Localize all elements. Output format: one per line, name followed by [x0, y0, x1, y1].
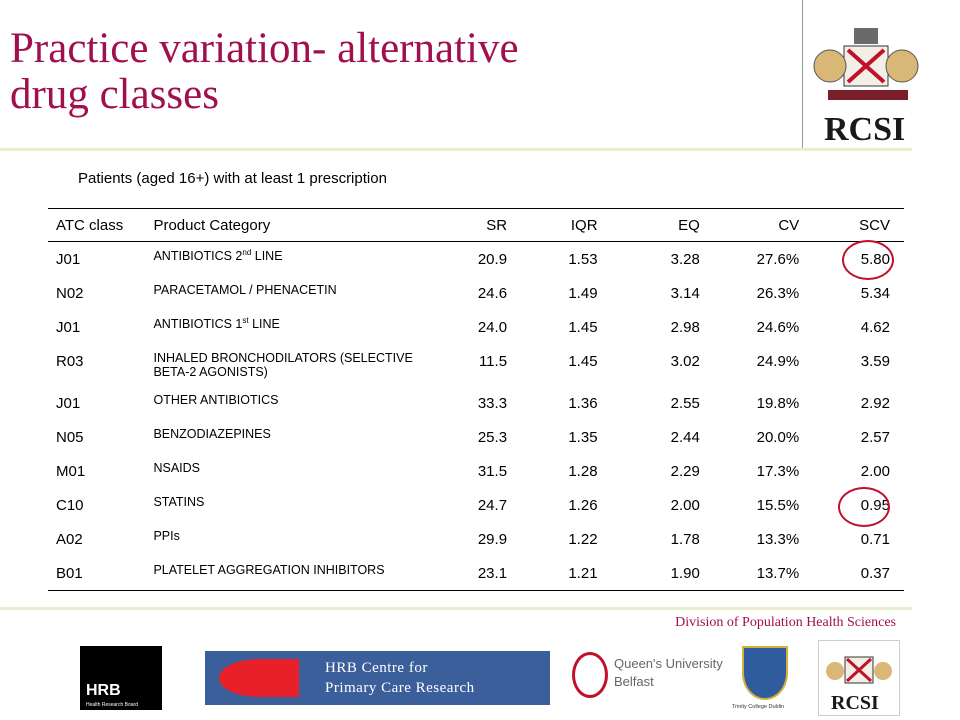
cell-sr: 24.0: [477, 319, 508, 336]
rcsi-crest-logo: [804, 0, 942, 148]
cell-iqr: 1.45: [568, 319, 598, 336]
rcsi-wordmark: RCSI: [824, 111, 906, 148]
table-row: [48, 454, 904, 488]
cell-atc: A02: [56, 531, 83, 548]
cell-atc: R03: [56, 353, 84, 370]
table-row: [48, 242, 904, 277]
variation-table: [48, 208, 904, 591]
cell-eq: 1.90: [612, 556, 714, 591]
table-row: [48, 420, 904, 454]
cell-iqr: 1.21: [521, 556, 612, 591]
cell-iqr: 1.28: [568, 463, 598, 480]
header-sr: SR: [427, 209, 521, 242]
cell-iqr: 1.45: [568, 353, 598, 370]
cell-category: STATINS: [153, 495, 205, 509]
qub-name-line-1: Queen's University: [614, 656, 723, 671]
header-eq: EQ: [612, 209, 714, 242]
cell-scv: 5.34: [860, 285, 890, 302]
highlight-circle-scv-statins: [838, 487, 890, 527]
hrb-centre-banner: [205, 651, 550, 705]
cell-sr: 33.3: [477, 395, 508, 412]
cell-scv: 5.80: [860, 251, 890, 268]
cell-cv: 19.8%: [756, 395, 800, 412]
cell-cv: 13.7%: [714, 556, 813, 591]
cell-iqr: 1.49: [568, 285, 598, 302]
cell-category: ANTIBIOTICS 1st LINE: [153, 315, 280, 331]
cell-cv: 24.9%: [756, 353, 800, 370]
cell-atc: J01: [56, 319, 81, 336]
header-divider: [802, 0, 803, 150]
title-line-1: Practice variation- alternative: [10, 25, 519, 72]
rcsi-footer-logo: [818, 640, 900, 716]
cell-iqr: 1.53: [568, 251, 598, 268]
header-cv: CV: [714, 209, 813, 242]
cell-cv: 27.6%: [756, 251, 800, 268]
cell-category: PARACETAMOL / PHENACETIN: [153, 283, 337, 297]
cell-category: PPIs: [153, 529, 180, 543]
hrb-subtitle: Health Research Board: [86, 702, 138, 708]
cell-eq: 1.78: [670, 531, 700, 548]
banner-red-shape: [219, 659, 299, 697]
cell-atc: M01: [56, 463, 86, 480]
queens-university-logo: [572, 652, 723, 704]
table-row: [48, 556, 904, 591]
table-row: [48, 386, 904, 420]
cell-eq: 2.00: [670, 497, 700, 514]
table-row: [48, 344, 904, 386]
cell-category: OTHER ANTIBIOTICS: [153, 393, 279, 407]
tcd-caption: Trinity College Dublin: [732, 704, 785, 710]
cell-category: ANTIBIOTICS 2nd LINE: [153, 247, 283, 263]
table-row: [48, 310, 904, 344]
slide-title: [10, 26, 710, 118]
cell-eq: 3.14: [670, 285, 700, 302]
cell-sr: 23.1: [427, 556, 521, 591]
cell-cv: 15.5%: [756, 497, 800, 514]
cell-atc: B01: [48, 556, 145, 591]
cell-eq: 3.28: [670, 251, 700, 268]
cell-cv: 17.3%: [756, 463, 800, 480]
banner-line-1: HRB Centre for: [325, 660, 428, 676]
table-row: [48, 522, 904, 556]
cell-category: PLATELET AGGREGATION INHIBITORS: [145, 556, 427, 591]
table-row: [48, 276, 904, 310]
cell-atc: N02: [56, 285, 84, 302]
cell-atc: N05: [56, 429, 84, 446]
cell-scv: 0.37: [813, 556, 904, 591]
cell-iqr: 1.26: [568, 497, 598, 514]
cell-sr: 11.5: [478, 353, 508, 370]
header-scv: SCV: [813, 209, 904, 242]
cell-sr: 29.9: [477, 531, 508, 548]
top-rule: [0, 148, 912, 151]
cell-scv: 0.71: [860, 531, 890, 548]
cell-eq: 3.02: [670, 353, 700, 370]
qub-name-line-2: Belfast: [614, 674, 654, 689]
footer-division: Division of Population Health Sciences: [675, 615, 896, 630]
table-header-row: [48, 209, 904, 242]
cell-cv: 26.3%: [756, 285, 800, 302]
cell-scv: 4.62: [860, 319, 890, 336]
cell-sr: 24.6: [477, 285, 508, 302]
cell-scv: 2.57: [860, 429, 890, 446]
cell-atc: C10: [56, 497, 84, 514]
banner-line-2: Primary Care Research: [325, 680, 475, 696]
header-category: Product Category: [145, 209, 427, 242]
table-caption: Patients (aged 16+) with at least 1 prescription: [78, 170, 387, 187]
cell-cv: 20.0%: [756, 429, 800, 446]
cell-iqr: 1.22: [568, 531, 598, 548]
bottom-rule: [0, 607, 912, 610]
header-iqr: IQR: [521, 209, 612, 242]
cell-sr: 24.7: [477, 497, 508, 514]
trinity-college-logo: [732, 646, 796, 714]
cell-category: NSAIDS: [153, 461, 201, 475]
title-line-2: drug classes: [10, 71, 219, 118]
qub-q-icon: [572, 652, 608, 698]
cell-scv: 2.92: [860, 395, 890, 412]
cell-scv: 2.00: [860, 463, 890, 480]
cell-cv: 13.3%: [756, 531, 800, 548]
cell-sr: 31.5: [477, 463, 508, 480]
cell-category: INHALED BRONCHODILATORS (SELECTIVE BETA-2 AGONISTS): [153, 351, 413, 379]
cell-eq: 2.55: [670, 395, 700, 412]
cell-scv: 0.95: [860, 497, 890, 514]
cell-sr: 25.3: [477, 429, 508, 446]
cell-eq: 2.29: [670, 463, 700, 480]
cell-iqr: 1.35: [568, 429, 598, 446]
cell-cv: 24.6%: [756, 319, 800, 336]
highlight-circle-scv-max: [842, 240, 894, 280]
cell-atc: J01: [56, 395, 81, 412]
cell-sr: 20.9: [477, 251, 508, 268]
cell-scv: 3.59: [860, 353, 890, 370]
tcd-shield-icon: [742, 646, 788, 700]
header-atc: ATC class: [48, 209, 145, 242]
hrb-wordmark: HRB: [86, 682, 121, 699]
rcsi-footer-wordmark: RCSI: [831, 692, 879, 714]
cell-iqr: 1.36: [568, 395, 598, 412]
cell-atc: J01: [56, 251, 81, 268]
cell-eq: 2.44: [670, 429, 700, 446]
cell-category: BENZODIAZEPINES: [153, 427, 271, 441]
hrb-logo: [80, 646, 162, 710]
cell-eq: 2.98: [670, 319, 700, 336]
table-row: [48, 488, 904, 522]
